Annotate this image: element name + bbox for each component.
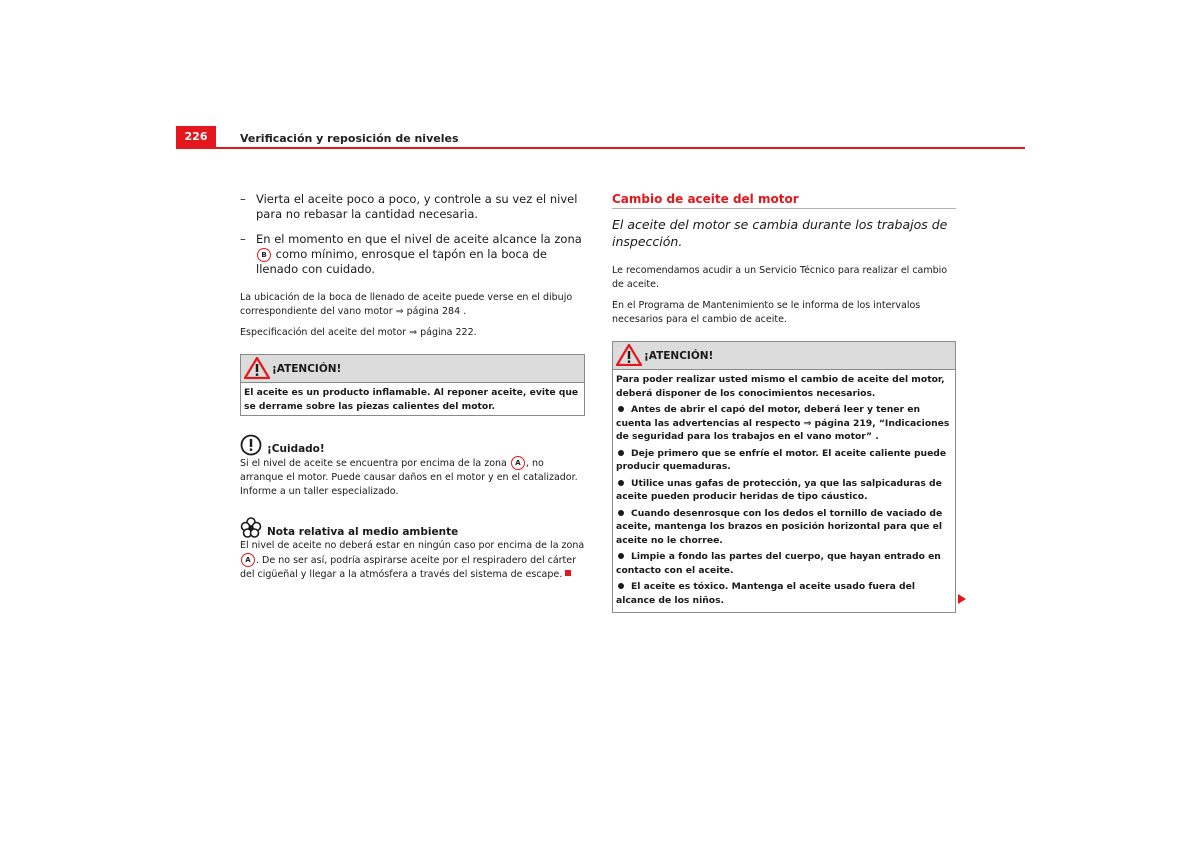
next-page-arrow-icon <box>958 594 966 604</box>
paragraph: Especificación del aceite del motor ⇒ página 222. <box>240 327 477 338</box>
environment-text-part: El nivel de aceite no deberá estar en ningún caso por encima de la zona <box>240 540 585 551</box>
dash-bullet: – <box>240 192 246 206</box>
caution-title: ¡Cuidado! <box>267 443 325 455</box>
warning-bullet <box>616 580 952 607</box>
warning-triangle-icon <box>616 344 642 366</box>
bullet-icon <box>618 450 624 456</box>
step-item <box>240 232 585 277</box>
step-text: Vierta el aceite poco a poco, y controle a su vez el nivel para no rebasar la cantidad necesaria. <box>256 192 578 221</box>
paragraph: En el Programa de Mantenimiento se le informa de los intervalos necesarios para el cambio de aceite. <box>612 300 921 325</box>
warning-bullet-text: Antes de abrir el capó del motor, deberá leer y tener en cuenta las advertencias al respecto ⇒ página 219, “Indicaciones de seguridad para los trabajos en el vano motor” . <box>616 404 950 442</box>
warning-body <box>613 370 955 612</box>
warning-bullet-text: Utilice unas gafas de protección, ya que las salpicaduras de aceite pueden producir heridas de tipo cáustico. <box>616 477 942 502</box>
end-of-section-icon <box>565 570 571 576</box>
zone-marker: A <box>511 456 525 470</box>
warning-bullet <box>616 447 952 474</box>
warning-text: El aceite es un producto inflamable. Al reponer aceite, evite que se derrame sobre las piezas calientes del motor. <box>244 387 579 412</box>
environment-title: Nota relativa al medio ambiente <box>267 526 459 538</box>
warning-bullet-text: Limpie a fondo las partes del cuerpo, que hayan entrado en contacto con el aceite. <box>616 551 941 576</box>
left-column <box>240 192 585 589</box>
dash-bullet: – <box>240 232 246 246</box>
bullet-icon <box>618 406 624 412</box>
zone-marker: B <box>257 248 271 262</box>
warning-header <box>613 342 955 370</box>
caution-text-part: Si el nivel de aceite se encuentra por encima de la zona <box>240 458 507 469</box>
section-title: Cambio de aceite del motor <box>612 192 956 209</box>
environment-text-part: . De no ser así, podría aspirarse aceite por el respiradero del cárter del cigüeñal y llegar a la atmósfera a través del sistema de escape. <box>240 555 577 580</box>
warning-intro: Para poder realizar usted mismo el cambio de aceite del motor, deberá disponer de los conocimientos necesarios. <box>616 374 945 399</box>
warning-bullet-text: El aceite es tóxico. Mantenga el aceite usado fuera del alcance de los niños. <box>616 581 915 606</box>
warning-triangle-icon <box>244 357 270 379</box>
warning-box <box>612 341 956 613</box>
warning-title: ¡ATENCIÓN! <box>272 363 342 375</box>
warning-bullet <box>616 550 952 577</box>
zone-marker: A <box>241 553 255 567</box>
paragraph: Le recomendamos acudir a un Servicio Técnico para realizar el cambio de aceite. <box>612 265 948 290</box>
header-rule <box>176 147 1025 149</box>
caution-text <box>240 456 585 499</box>
paragraph: La ubicación de la boca de llenado de aceite puede verse en el dibujo correspondiente del vano motor ⇒ página 284 . <box>240 292 573 317</box>
warning-bullet-text: Deje primero que se enfríe el motor. El aceite caliente puede producir quemaduras. <box>616 447 947 472</box>
bullet-icon <box>618 553 624 559</box>
warning-box <box>240 354 585 416</box>
warning-header <box>241 355 584 383</box>
step-text: En el momento en que el nivel de aceite alcance la zona <box>256 232 582 246</box>
page-header-title: Verificación y reposición de niveles <box>240 132 459 145</box>
step-item <box>240 192 585 222</box>
section-intro: El aceite del motor se cambia durante los trabajos de inspección. <box>612 217 948 249</box>
warning-bullet <box>616 477 952 504</box>
right-column <box>612 192 956 613</box>
page-number: 226 <box>176 126 216 148</box>
environment-header <box>240 517 585 539</box>
bullet-icon <box>618 583 624 589</box>
bullet-icon <box>618 510 624 516</box>
caution-header <box>240 434 585 456</box>
environment-text <box>240 539 585 582</box>
environment-flower-icon <box>240 517 262 539</box>
bullet-icon <box>618 480 624 486</box>
caution-icon <box>240 434 262 456</box>
warning-bullet-text: Cuando desenrosque con los dedos el tornillo de vaciado de aceite, mantenga los brazos en posición horizontal para que el aceite no le chorree. <box>616 507 943 546</box>
caution-text-part: , no arranque el motor. Puede causar daños en el motor y en el catalizador. Informe a un taller especializado. <box>240 458 578 497</box>
warning-bullet <box>616 403 952 444</box>
warning-title: ¡ATENCIÓN! <box>644 350 714 362</box>
step-text: como mínimo, enrosque el tapón en la boca de llenado con cuidado. <box>256 247 547 276</box>
warning-bullet <box>616 507 952 548</box>
